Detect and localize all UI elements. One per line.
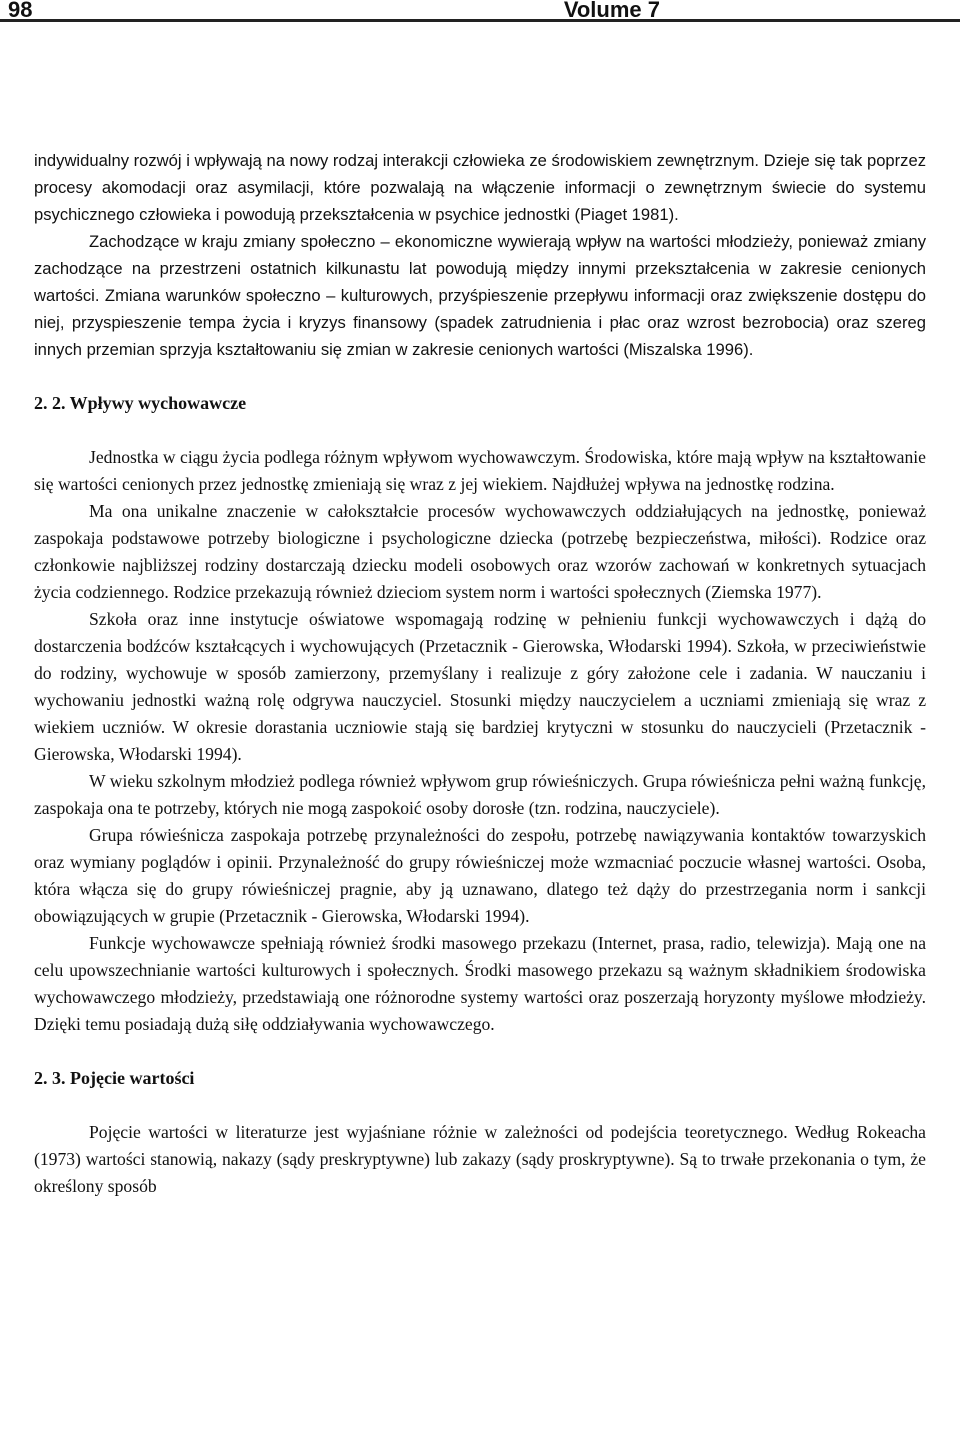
paragraph-2-2-2: Ma ona unikalne znaczenie w całokształcie procesów wychowawczych oddziałujących na jednostkę, ponieważ zaspokaja podstawowe potrzeby biologiczne i psychologiczne dziecka (potrzebę bezpieczeństwa, miłości). Rodzice oraz członkowie najbliższej rodziny dostarczają dziecku modeli osobowych oraz wzorów zachowań w konkretnych sytuacjach życia codziennego. Rodzice przekazują również dzieciom system norm i wartości społecznych (Ziemska 1977). [34,501,926,602]
section-heading-2-2: 2. 2. Wpływy wychowawcze [34,393,247,413]
page-header [0,0,960,22]
paragraph-2-2-6: Funkcje wychowawcze spełniają również środki masowego przekazu (Internet, prasa, radio, telewizja). Mają one na celu upowszechnianie wartości kulturowych i społecznych. Środki masowego przekazu są ważnym składnikiem środowiska wychowawczego młodzieży, przedstawiają one różnorodne systemy wartości oraz poszerzają horyzonty myślowe młodzieży. Dzięki temu posiadają dużą siłę oddziaływania wychowawczego. [34,933,926,1034]
paragraph-2-3-1: Pojęcie wartości w literaturze jest wyjaśniane różnie w zależności od podejścia teoretycznego. Według Rokeacha (1973) wartości stanowią, nakazy (sądy preskryptywne) lub zakazy (sądy proskryptywne). Są to trwałe przekonania o tym, że określony sposób [34,1122,926,1196]
paragraph-2-2-4: W wieku szkolnym młodzież podlega również wpływom grup rówieśniczych. Grupa rówieśnicza pełni ważną funkcję, zaspokaja ona te potrzeby, których nie mogą zaspokoić osoby dorosłe (tzn. rodzina, nauczyciele). [34,771,926,818]
volume-label: Volume 7 [563,0,660,22]
paragraph-2-2-5: Grupa rówieśnicza zaspokaja potrzebę przynależności do zespołu, potrzebę nawiązywania kontaktów towarzyskich oraz wymiany poglądów i opinii. Przynależność do grupy rówieśniczej może wzmacniać poczucie własnej wartości. Osoba, która włącza się do grupy rówieśniczej pragnie, aby ją uznawano, dlatego też dąży do przestrzegania norm i sankcji obowiązujących w grupie (Przetacznik - Gierowska, Włodarski 1994). [34,825,926,926]
page-number: 98 [8,0,33,22]
page-body [34,147,926,1200]
paragraph-intro-2: Zachodzące w kraju zmiany społeczno – ekonomiczne wywierają wpływ na wartości młodzieży, ponieważ zmiany zachodzące na przestrzeni ostatnich kilkunastu lat powodują między innymi przekształcenia w zakresie cenionych wartości. Zmiana warunków społeczno – kulturowych, przyśpieszenie przepływu informacji oraz zwiększenie dostępu do niej, przyspieszenie tempa życia i kryzys finansowy (spadek zatrudnienia i płac oraz wzrost bezrobocia) oraz szereg innych przemian sprzyja kształtowaniu się zmian w zakresie cenionych wartości (Miszalska 1996). [34,232,926,359]
paragraph-2-2-3: Szkoła oraz inne instytucje oświatowe wspomagają rodzinę w pełnieniu funkcji wychowawczych i dążą do dostarczenia bodźców kształcących i wychowujących (Przetacznik - Gierowska, Włodarski 1994). Szkoła, w przeciwieństwie do rodziny, wychowuje w sposób zamierzony, przemyślany i realizuje z góry założone cele i zadania. W nauczaniu i wychowaniu jednostki ważną rolę odgrywa nauczyciel. Stosunki między nauczycielem a uczniami zmieniają się wraz z wiekiem uczniów. W okresie dorastania uczniowie stają się bardziej krytyczni w stosunku do nauczycieli (Przetacznik - Gierowska, Włodarski 1994). [34,609,926,764]
paragraph-intro-1: indywidualny rozwój i wpływają na nowy rodzaj interakcji człowieka ze środowiskiem zewnętrznym. Dzieje się tak poprzez procesy akomodacji oraz asymilacji, które pozwalają na włączenie informacji o zewnętrznym świecie do systemu psychicznego człowieka i powodują przekształcenia w psychice jednostki (Piaget 1981). [34,151,926,224]
paragraph-2-2-1: Jednostka w ciągu życia podlega różnym wpływom wychowawczym. Środowiska, które mają wpływ na kształtowanie się wartości cenionych przez jednostkę zmieniają się wraz z jej wiekiem. Najdłużej wpływa na jednostkę rodzina. [34,447,926,494]
section-heading-2-3: 2. 3. Pojęcie wartości [34,1068,195,1088]
